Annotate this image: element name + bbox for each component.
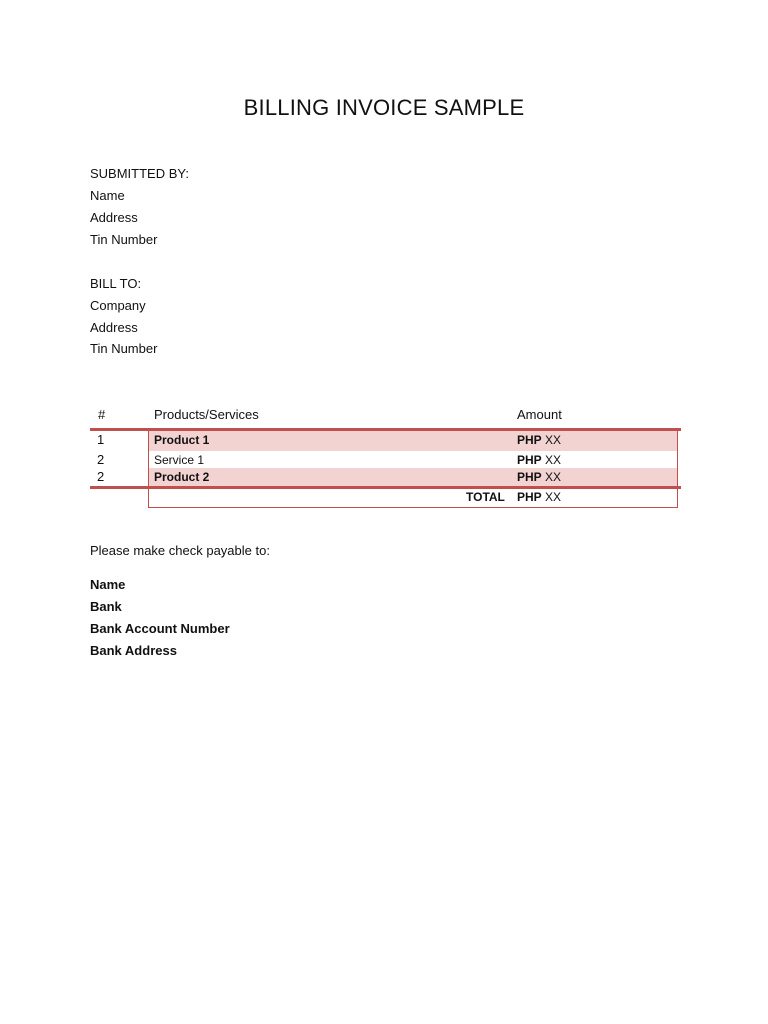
submitted-by-tin: Tin Number <box>90 232 158 247</box>
row-item: Service 1 <box>154 453 205 467</box>
row-amount <box>517 470 561 485</box>
payable-name: Name <box>90 577 126 592</box>
row-number: 1 <box>97 432 105 447</box>
submitted-by-address: Address <box>90 210 138 225</box>
row-amount <box>517 433 561 448</box>
payable-bank-address: Bank Address <box>90 643 177 658</box>
payable-intro: Please make check payable to: <box>90 543 270 558</box>
row-item: Product 1 <box>154 433 210 447</box>
row-item: Product 2 <box>154 470 210 484</box>
bill-to-company: Company <box>90 298 146 313</box>
row-currency: PHP <box>517 433 542 447</box>
row-value: XX <box>545 470 562 484</box>
total-label: TOTAL <box>466 490 505 504</box>
table-bottom-rule <box>90 486 681 489</box>
payable-bank: Bank <box>90 599 122 614</box>
bill-to-heading: BILL TO: <box>90 276 142 291</box>
page-title: BILLING INVOICE SAMPLE <box>243 95 525 120</box>
table-border-bottom <box>148 507 678 508</box>
row-number: 2 <box>97 452 105 467</box>
table-header-item: Products/Services <box>154 407 259 422</box>
submitted-by-heading: SUBMITTED BY: <box>90 166 189 181</box>
row-currency: PHP <box>517 453 542 467</box>
payable-account-number: Bank Account Number <box>90 621 230 636</box>
table-border-right <box>677 431 678 508</box>
row-value: XX <box>545 453 562 467</box>
bill-to-address: Address <box>90 320 138 335</box>
total-value: XX <box>545 490 562 504</box>
total-currency: PHP <box>517 490 542 504</box>
row-number: 2 <box>97 469 105 484</box>
row-currency: PHP <box>517 470 542 484</box>
table-header-amount: Amount <box>517 407 562 422</box>
table-row <box>148 468 677 486</box>
total-amount <box>517 490 561 505</box>
table-row <box>148 431 677 451</box>
table-border-left <box>148 431 149 508</box>
table-header-number: # <box>98 407 106 422</box>
bill-to-tin: Tin Number <box>90 341 158 356</box>
submitted-by-name: Name <box>90 188 125 203</box>
row-value: XX <box>545 433 562 447</box>
row-amount <box>517 453 561 468</box>
